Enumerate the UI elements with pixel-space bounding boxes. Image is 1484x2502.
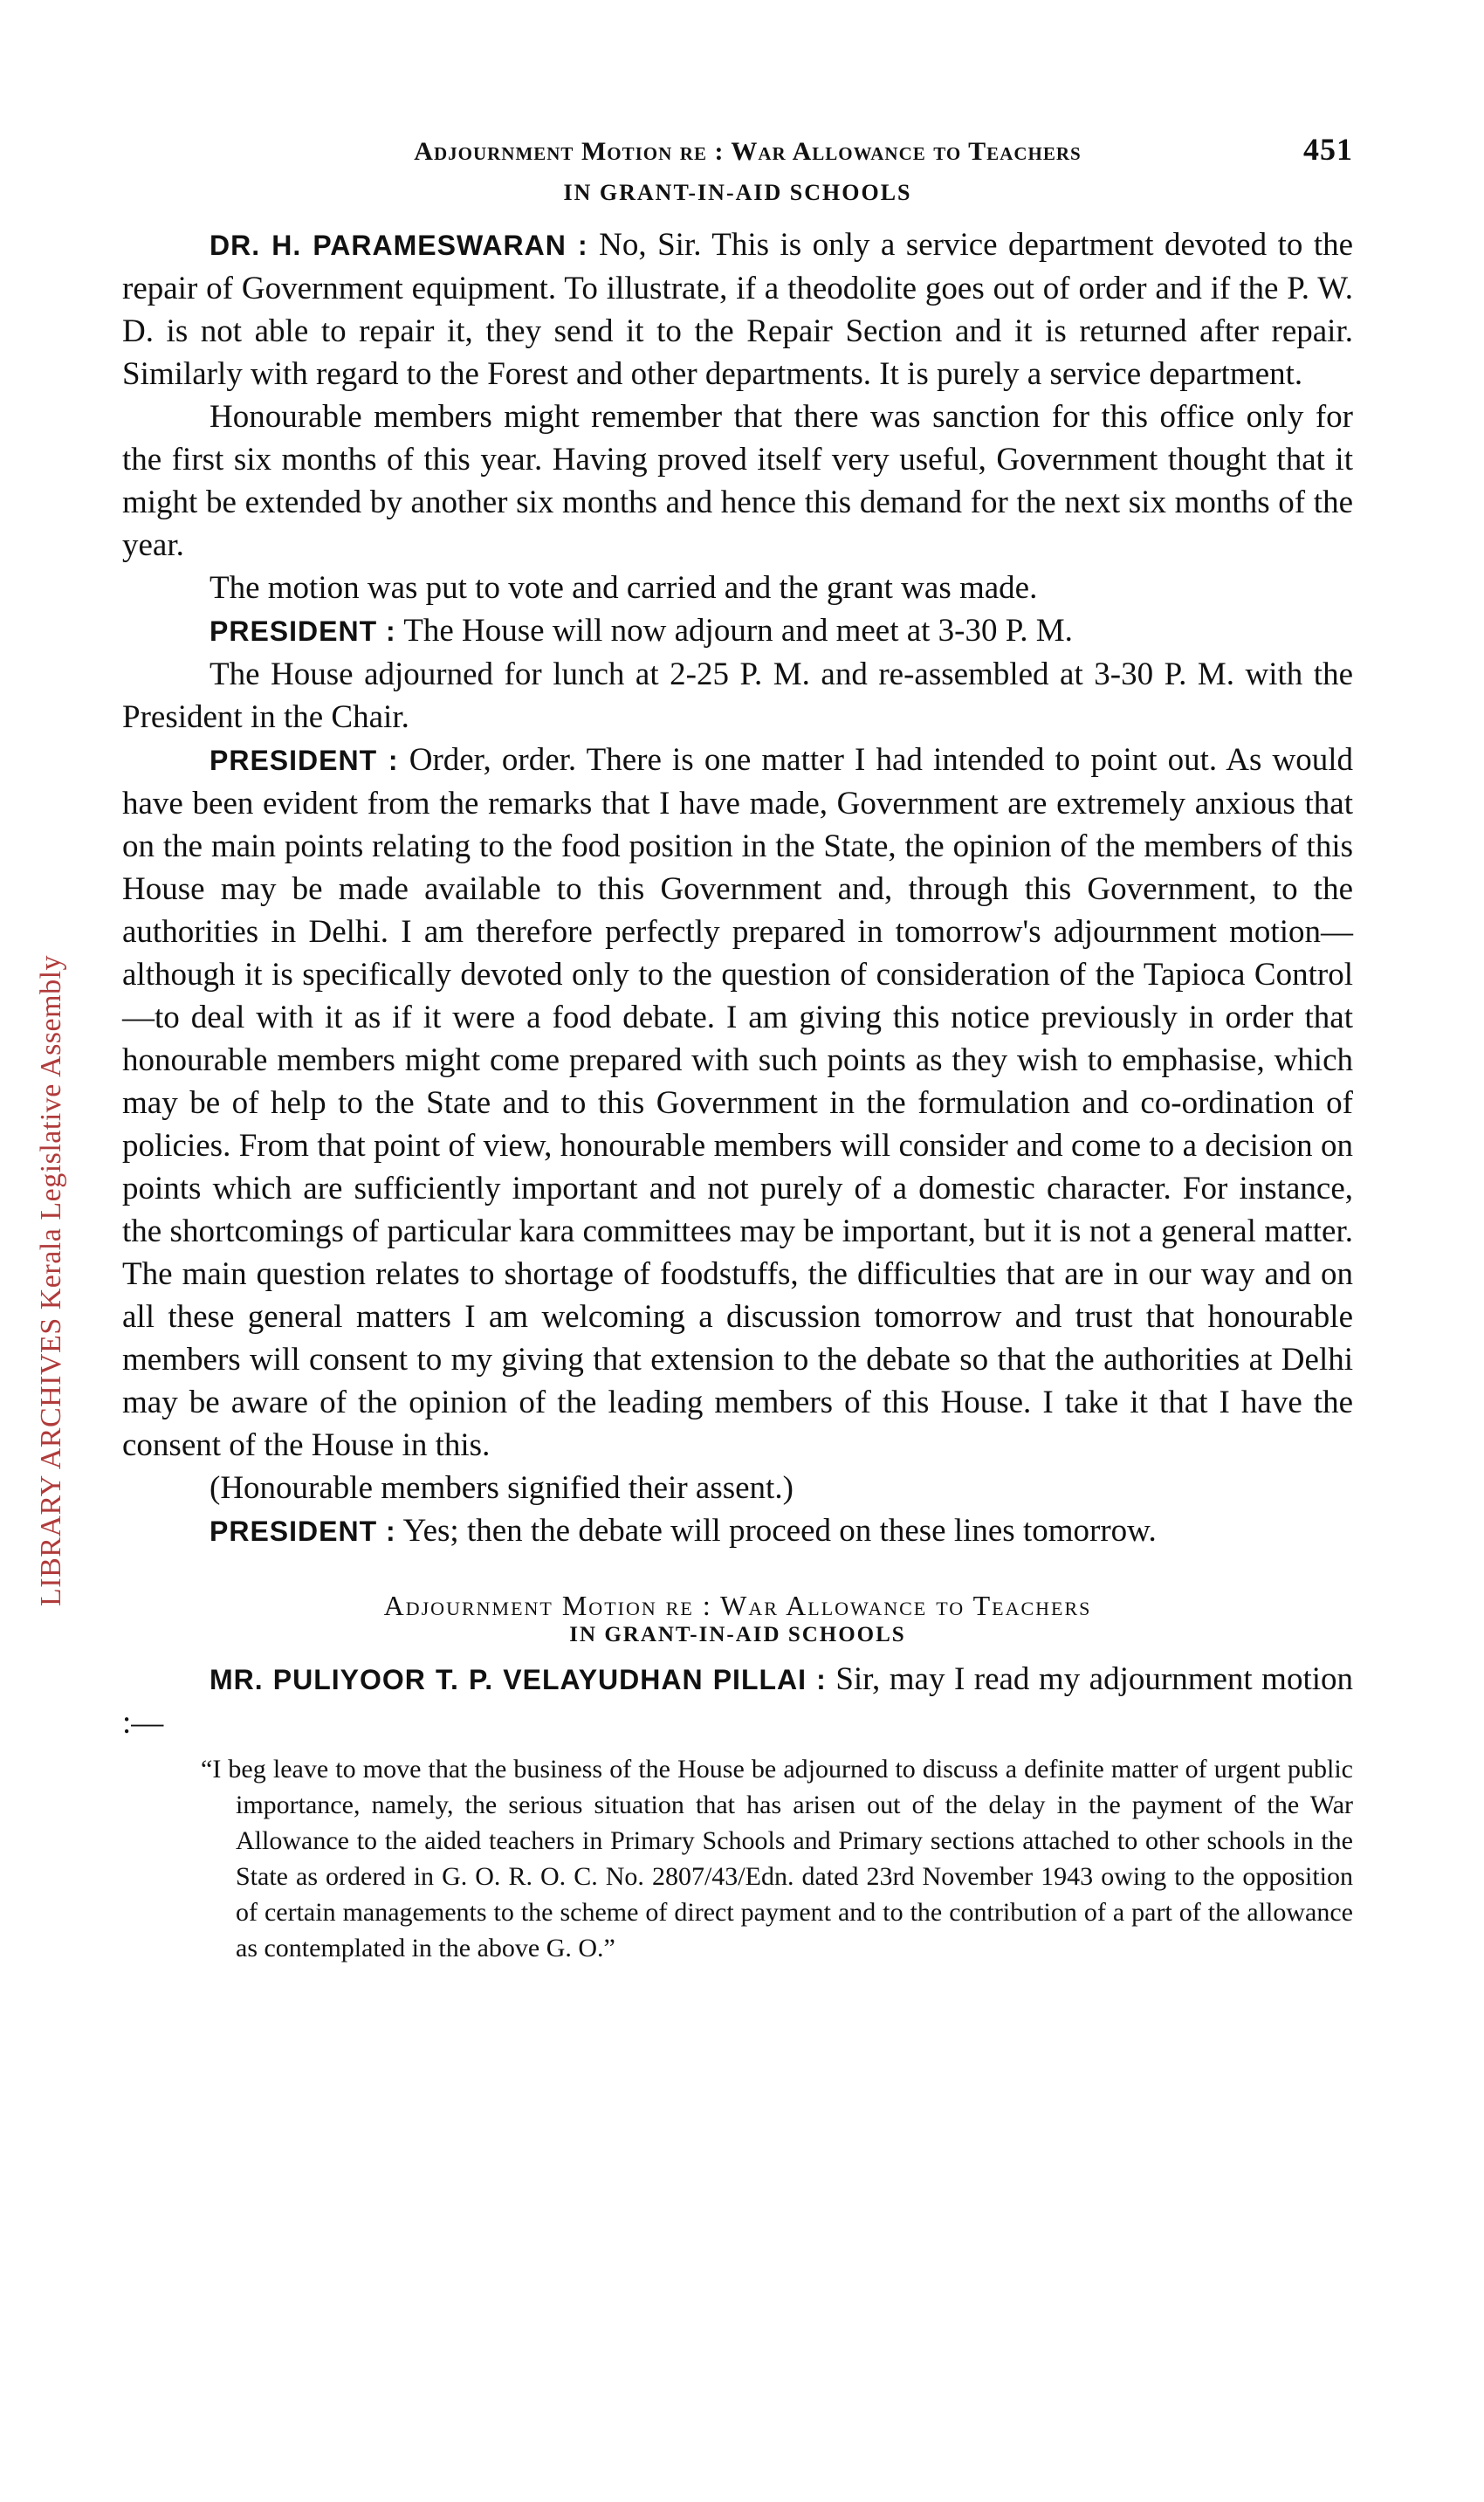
text-column: [122, 131, 1353, 1966]
paragraph-sanction: Honourable members might remember that there was sanction for this office only for the first six months of this year. Having proved itself very useful, Government thought that it might be extended by another six months and hence this demand for the next six months of the year.: [122, 399, 1353, 563]
archive-watermark: LIBRARY ARCHIVES Kerala Legislative Assembly: [35, 954, 67, 1606]
section-title: Adjournment Motion re : War Allowance to Teachers: [383, 1590, 1092, 1621]
paragraph-president-adjourn: [122, 609, 1353, 653]
paragraph-motion: [122, 1658, 1353, 1744]
speech-text: Order, order. There is one matter I had intended to point out. As would have been evident from the remarks that I have made, Government are extremely anxious that on the main points relating to the food position in the State, the opinion of the members of this House may be made available to this Government and, through this Government, to the authorities in Delhi. I am therefore perfectly prepared in tomorrow's adjournment motion—although it is specifically devoted only to the question of consideration of the Tapioca Control—to deal with it as if it were a food debate. I am giving this notice previously in order that honourable members might come prepared with such points as they wish to emphasise, which may be of help to the State and to this Government in the formulation and co-ordination of policies. From that point of view, honourable members will consider and come to a decision on points which are sufficiently important and not purely of a domestic character. For instance, the shortcomings of particular kara committees may be important, but it is not a general matter. The main question relates to shortage of foodstuffs, the difficulties that are in our way and on all these general matters I am welcoming a discussion tomorrow and trust that honourable members will consent to my giving that extension to the debate so that the authorities at Delhi may be aware of the opinion of the leading members of this House. I take it that I have the consent of the House in this.: [122, 742, 1354, 1463]
paragraph-parameswaran: [122, 223, 1353, 395]
speaker-name: PRESIDENT :: [210, 745, 399, 776]
speaker-name: MR. PULIYOOR T. P. VELAYUDHAN PILLAI :: [210, 1664, 827, 1695]
speaker-name: PRESIDENT :: [210, 615, 396, 647]
paragraph-assent: (Honourable members signified their assent.): [210, 1470, 794, 1506]
page-number: 451: [1303, 132, 1353, 167]
speech-text: Sir, may I read my adjournment motion :—: [122, 1661, 1354, 1741]
paragraph-vote: The motion was put to vote and carried and the grant was made.: [210, 570, 1038, 606]
speech-text: The House will now adjourn and meet at 3-30 P. M.: [403, 613, 1073, 649]
paragraph-lunch: The House adjourned for lunch at 2-25 P. M. and re-assembled at 3-30 P. M. with the President in the Chair.: [122, 656, 1353, 735]
paragraph-president-yes: [122, 1509, 1353, 1553]
speech-text: Yes; then the debate will proceed on these lines tomorrow.: [402, 1513, 1157, 1549]
running-header: [122, 131, 1353, 168]
speaker-name: PRESIDENT :: [210, 1516, 396, 1547]
motion-quote: “I beg leave to move that the business of the House be adjourned to discuss a definite matter of urgent public importance, namely, the serious situation that has arisen out of the delay in the payment of the War Allowance to the aided teachers in Primary Schools and Primary sections attached to other schools in the State as ordered in G. O. R. O. C. No. 2807/43/Edn. dated 23rd November 1943 owing to the opposition of certain managements to the scheme of direct payment and to the contribution of a part of the allowance as contemplated in the above G. O.”: [201, 1755, 1353, 1962]
section-subtitle: IN GRANT-IN-AID SCHOOLS: [569, 1623, 906, 1646]
header-subtitle: IN GRANT-IN-AID SCHOOLS: [563, 180, 912, 205]
speech-text: No, Sir. This is only a service department devoted to the repair of Government equipment. To illustrate, if a theodolite goes out of order and if the P. W. D. is not able to repair it, they send it to the Repair Section and it is returned after repair. Similarly with regard to the Forest and other departments. It is purely a service department.: [122, 227, 1354, 392]
header-title: Adjournment Motion re : War Allowance to Teachers: [414, 137, 1082, 166]
speaker-name: DR. H. PARAMESWARAN :: [210, 230, 588, 261]
paragraph-president-order: [122, 739, 1353, 1467]
